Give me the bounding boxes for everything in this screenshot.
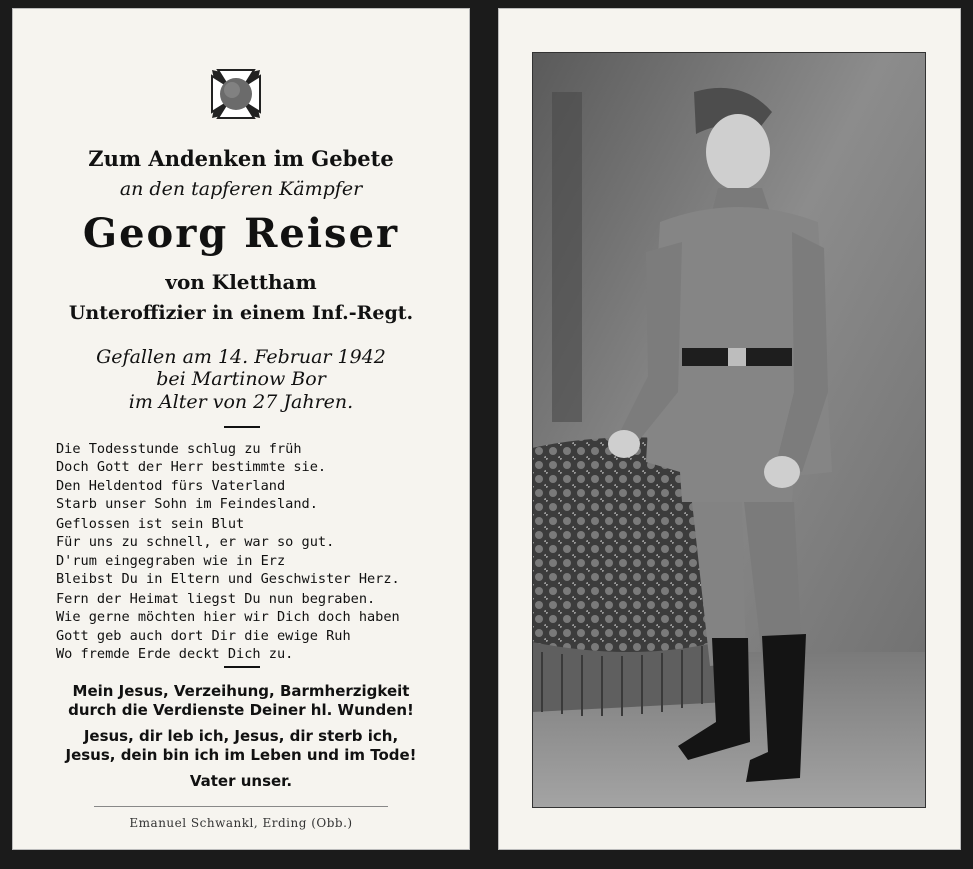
death-date-line: Gefallen am 14. Februar 1942: [96, 346, 386, 368]
poem-line: D'rum eingegraben wie in Erz: [56, 552, 286, 569]
poem-line: Die Todesstunde schlug zu früh: [56, 441, 302, 457]
printer-divider: [94, 806, 388, 807]
poem-line: Wo fremde Erde deckt Dich zu.: [56, 645, 294, 662]
printer-credit: Emanuel Schwankl, Erding (Obb.): [129, 816, 353, 830]
divider: [224, 426, 260, 428]
deceased-name: Georg Reiser: [82, 210, 400, 257]
card-subheading: an den tapferen Kämpfer: [119, 178, 363, 200]
iron-cross-icon: [208, 66, 264, 122]
poem-line: Gott geb auch dort Dir die ewige Ruh: [56, 627, 351, 644]
death-place-line: bei Martinow Bor: [156, 368, 326, 390]
poem-line: Doch Gott der Herr bestimmte sie.: [56, 459, 327, 476]
poem-line: Fern der Heimat liegst Du nun begraben.: [56, 591, 376, 607]
divider: [224, 666, 260, 668]
death-age-line: im Alter von 27 Jahren.: [128, 391, 354, 413]
poem-line: Starb unser Sohn im Feindesland.: [56, 495, 318, 512]
prayer-line: Mein Jesus, Verzeihung, Barmherzigkeit: [72, 682, 410, 700]
memorial-card-text-panel: [12, 8, 470, 850]
poem-line: Geflossen ist sein Blut: [56, 516, 245, 532]
hometown: von Klettham: [165, 270, 317, 294]
military-rank: Unteroffizier in einem Inf.-Regt.: [68, 302, 414, 324]
poem-stanza: [56, 515, 456, 588]
memorial-card-photo-panel: [498, 8, 961, 850]
prayer-line: Vater unser.: [189, 772, 293, 790]
poem-stanza: [56, 440, 456, 513]
prayer-line: Jesus, dir leb ich, Jesus, dir sterb ich,: [83, 727, 399, 745]
poem-line: Bleibst Du in Eltern und Geschwister Herz.: [56, 570, 400, 587]
soldier-portrait-photo: [532, 52, 926, 808]
poem-line: Für uns zu schnell, er war so gut.: [56, 534, 335, 551]
poem-line: Den Heldentod fürs Vaterland: [56, 477, 286, 494]
poem-stanza: [56, 590, 456, 663]
prayer-line: durch die Verdienste Deiner hl. Wunden!: [68, 701, 414, 719]
prayer-line: Jesus, dein bin ich im Leben und im Tode!: [65, 746, 417, 764]
card-heading: Zum Andenken im Gebete: [88, 146, 394, 171]
poem-line: Wie gerne möchten hier wir Dich doch haben: [56, 609, 400, 626]
